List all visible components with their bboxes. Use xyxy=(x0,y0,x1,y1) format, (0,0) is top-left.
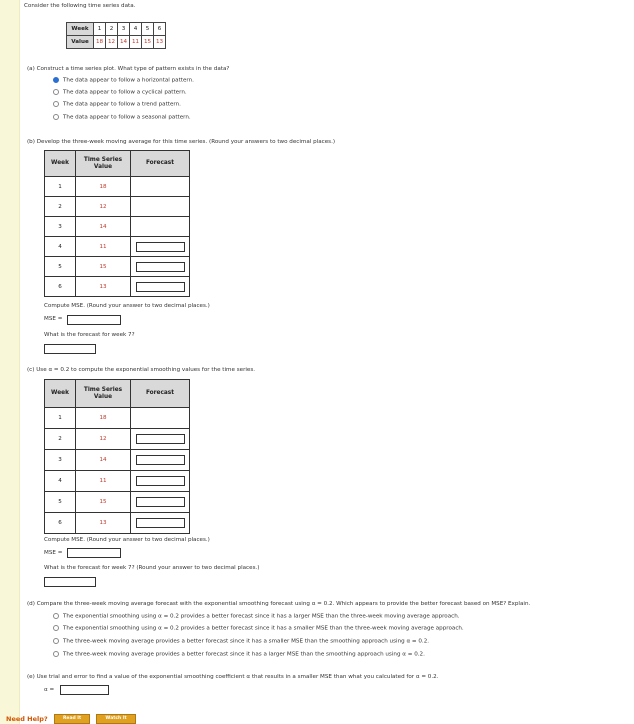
forecast-cell xyxy=(131,217,190,237)
forecast-cell xyxy=(131,450,190,471)
part-a-option-seasonal[interactable]: The data appear to follow a seasonal pattern. xyxy=(53,114,191,122)
forecast-input-week-4[interactable] xyxy=(136,242,185,252)
series-data-table xyxy=(66,22,166,49)
value-cell: 14 xyxy=(76,217,131,237)
part-b-mse-prompt: Compute MSE. (Round your answer to two decimal places.) xyxy=(44,303,210,309)
value-cell: 12 xyxy=(106,36,118,49)
part-c-mse-label: MSE = xyxy=(44,550,63,556)
forecast-cell xyxy=(131,237,190,257)
radio-icon[interactable] xyxy=(53,101,59,107)
week-row-header: Week xyxy=(67,23,94,36)
forecast-input-week-6[interactable] xyxy=(136,282,185,292)
part-b-mse-input[interactable] xyxy=(67,315,121,325)
forecast-cell xyxy=(131,492,190,513)
part-c-mse-prompt: Compute MSE. (Round your answer to two decimal places.) xyxy=(44,537,210,543)
watch-it-button[interactable]: Watch It xyxy=(96,714,135,724)
week-cell: 1 xyxy=(45,408,76,429)
part-d-question: (d) Compare the three-week moving average forecast with the exponential smoothing forecast using α = 0.2. Which appears to provide the better forecast based on MSE? Explain. xyxy=(27,601,531,607)
part-d-option-1[interactable]: The exponential smoothing using α = 0.2 provides a better forecast since it has a larger MSE than the three-week moving average approach. xyxy=(53,613,460,621)
forecast-column-header: Forecast xyxy=(131,380,190,408)
value-cell: 11 xyxy=(76,237,131,257)
part-d-option-4[interactable]: The three-week moving average provides a better forecast since it has a larger MSE than the smoothing approach using α = 0.2. xyxy=(53,651,425,659)
radio-icon[interactable] xyxy=(53,613,59,619)
week-cell: 6 xyxy=(154,23,166,36)
forecast-cell xyxy=(131,277,190,297)
radio-icon[interactable] xyxy=(53,651,59,657)
part-e-alpha-label: α = xyxy=(44,687,55,693)
intro-text: Consider the following time series data. xyxy=(24,3,136,9)
week-cell: 2 xyxy=(45,197,76,217)
week-cell: 1 xyxy=(94,23,106,36)
radio-icon[interactable] xyxy=(53,114,59,120)
radio-icon[interactable] xyxy=(53,89,59,95)
need-help-bar xyxy=(6,714,136,724)
value-cell: 18 xyxy=(94,36,106,49)
part-b-week7-input[interactable] xyxy=(44,344,96,354)
need-help-label: Need Help? xyxy=(6,715,48,723)
moving-average-table xyxy=(44,150,190,297)
part-a-question: (a) Construct a time series plot. What type of pattern exists in the data? xyxy=(27,66,230,72)
read-it-button[interactable]: Read It xyxy=(54,714,90,724)
week-column-header: Week xyxy=(45,151,76,177)
week-cell: 5 xyxy=(142,23,154,36)
value-cell: 11 xyxy=(130,36,142,49)
forecast-cell xyxy=(131,408,190,429)
week-cell: 2 xyxy=(45,429,76,450)
week-cell: 3 xyxy=(45,217,76,237)
part-c-week7-prompt: What is the forecast for week 7? (Round your answer to two decimal places.) xyxy=(44,565,260,571)
value-row-header: Value xyxy=(67,36,94,49)
radio-selected-icon[interactable] xyxy=(53,77,59,83)
value-cell: 12 xyxy=(76,429,131,450)
value-cell: 14 xyxy=(76,450,131,471)
part-e-question: (e) Use trial and error to find a value of the exponential smoothing coefficient α that results in a smaller MSE than what you calculated for α = 0.2. xyxy=(27,674,439,680)
smoothing-input-week-4[interactable] xyxy=(136,476,185,486)
value-cell: 11 xyxy=(76,471,131,492)
forecast-cell xyxy=(131,513,190,534)
value-cell: 13 xyxy=(154,36,166,49)
week-cell: 6 xyxy=(45,277,76,297)
week-cell: 1 xyxy=(45,177,76,197)
week-cell: 6 xyxy=(45,513,76,534)
forecast-cell xyxy=(131,177,190,197)
week-column-header: Week xyxy=(45,380,76,408)
value-cell: 14 xyxy=(118,36,130,49)
part-a-option-cyclical[interactable]: The data appear to follow a cyclical pattern. xyxy=(53,89,187,97)
value-cell: 15 xyxy=(76,492,131,513)
value-cell: 12 xyxy=(76,197,131,217)
part-d-option-3[interactable]: The three-week moving average provides a better forecast since it has a smaller MSE than the smoothing approach using α = 0.2. xyxy=(53,638,429,646)
forecast-input-week-5[interactable] xyxy=(136,262,185,272)
value-cell: 13 xyxy=(76,277,131,297)
value-cell: 18 xyxy=(76,408,131,429)
smoothing-input-week-5[interactable] xyxy=(136,497,185,507)
radio-icon[interactable] xyxy=(53,625,59,631)
part-c-week7-input[interactable] xyxy=(44,577,96,587)
week-cell: 4 xyxy=(130,23,142,36)
forecast-column-header: Forecast xyxy=(131,151,190,177)
left-margin-bar xyxy=(0,0,20,724)
week-cell: 3 xyxy=(45,450,76,471)
part-c-question: (c) Use α = 0.2 to compute the exponential smoothing values for the time series. xyxy=(27,367,256,373)
part-a-option-trend[interactable]: The data appear to follow a trend pattern. xyxy=(53,101,181,109)
value-column-header: Time Series Value xyxy=(76,151,131,177)
forecast-cell xyxy=(131,257,190,277)
part-d-option-2[interactable]: The exponential smoothing using α = 0.2 provides a better forecast since it has a smaller MSE than the three-week moving average approach. xyxy=(53,625,464,633)
value-cell: 15 xyxy=(142,36,154,49)
radio-icon[interactable] xyxy=(53,638,59,644)
smoothing-input-week-2[interactable] xyxy=(136,434,185,444)
value-cell: 13 xyxy=(76,513,131,534)
exponential-smoothing-table xyxy=(44,379,190,534)
week-cell: 5 xyxy=(45,492,76,513)
week-cell: 3 xyxy=(118,23,130,36)
part-a-option-horizontal[interactable]: The data appear to follow a horizontal pattern. xyxy=(53,77,194,85)
value-cell: 15 xyxy=(76,257,131,277)
forecast-cell xyxy=(131,429,190,450)
part-b-question: (b) Develop the three-week moving average for this time series. (Round your answers to two decimal places.) xyxy=(27,139,336,145)
smoothing-input-week-6[interactable] xyxy=(136,518,185,528)
week-cell: 4 xyxy=(45,237,76,257)
forecast-cell xyxy=(131,471,190,492)
value-column-header: Time Series Value xyxy=(76,380,131,408)
value-cell: 18 xyxy=(76,177,131,197)
part-c-mse-input[interactable] xyxy=(67,548,121,558)
week-cell: 4 xyxy=(45,471,76,492)
part-b-mse-label: MSE = xyxy=(44,316,63,322)
smoothing-input-week-3[interactable] xyxy=(136,455,185,465)
week-cell: 5 xyxy=(45,257,76,277)
forecast-cell xyxy=(131,197,190,217)
part-e-alpha-input[interactable] xyxy=(60,685,109,695)
part-b-week7-prompt: What is the forecast for week 7? xyxy=(44,332,135,338)
week-cell: 2 xyxy=(106,23,118,36)
